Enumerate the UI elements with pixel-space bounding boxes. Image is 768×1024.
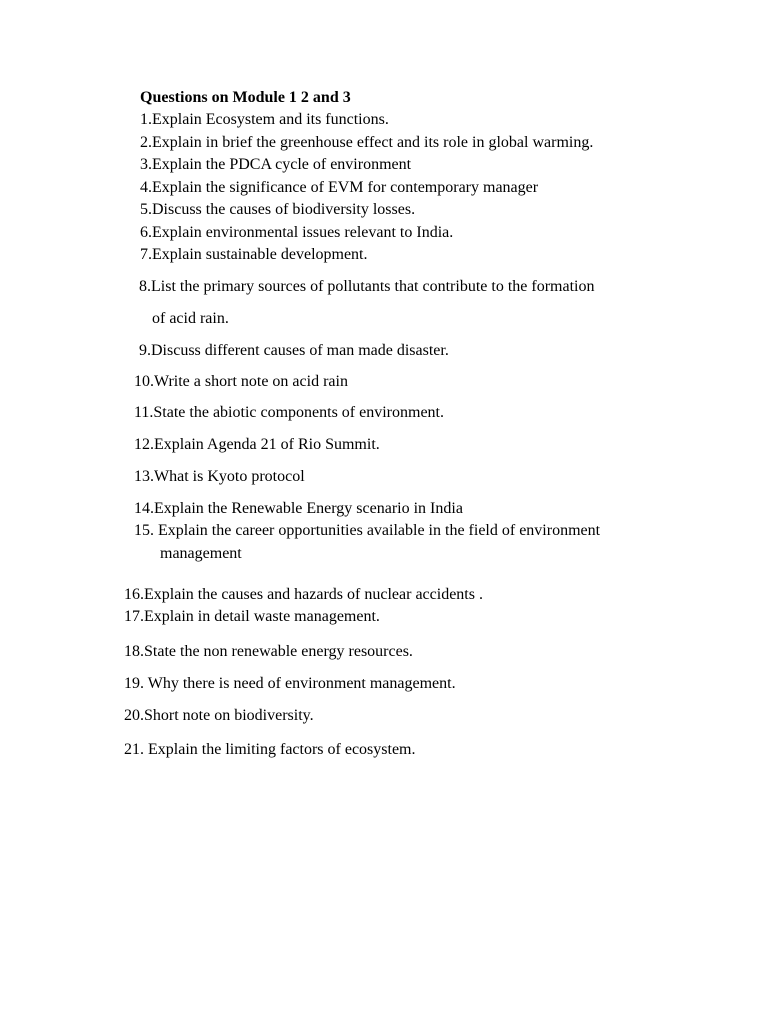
question-18: 18.State the non renewable energy resources. [124,643,413,660]
question-13: 13.What is Kyoto protocol [134,468,305,485]
question-8: 8.List the primary sources of pollutants that contribute to the formation [139,278,595,295]
question-5: 5.Discuss the causes of biodiversity losses. [140,201,416,218]
question-15-continuation: management [160,545,242,562]
question-11: 11.State the abiotic components of environment. [134,404,444,421]
question-8-continuation: of acid rain. [152,310,229,327]
question-17: 17.Explain in detail waste management. [124,608,380,625]
question-2: 2.Explain in brief the greenhouse effect and its role in global warming. [140,134,594,151]
question-15: 15. Explain the career opportunities available in the field of environment [134,522,601,539]
question-1: 1.Explain Ecosystem and its functions. [140,111,389,128]
question-10: 10.Write a short note on acid rain [134,373,348,390]
question-7: 7.Explain sustainable development. [140,246,368,263]
question-12: 12.Explain Agenda 21 of Rio Summit. [134,436,380,453]
document-title: Questions on Module 1 2 and 3 [140,89,351,106]
question-14: 14.Explain the Renewable Energy scenario in India [134,500,463,517]
question-20: 20.Short note on biodiversity. [124,707,314,724]
question-4: 4.Explain the significance of EVM for contemporary manager [140,179,539,196]
question-9: 9.Discuss different causes of man made disaster. [139,342,449,359]
question-6: 6.Explain environmental issues relevant to India. [140,224,454,241]
question-19: 19. Why there is need of environment management. [124,675,456,692]
question-21: 21. Explain the limiting factors of ecosystem. [124,741,416,758]
question-3: 3.Explain the PDCA cycle of environment [140,156,412,173]
question-16: 16.Explain the causes and hazards of nuclear accidents . [124,586,483,603]
